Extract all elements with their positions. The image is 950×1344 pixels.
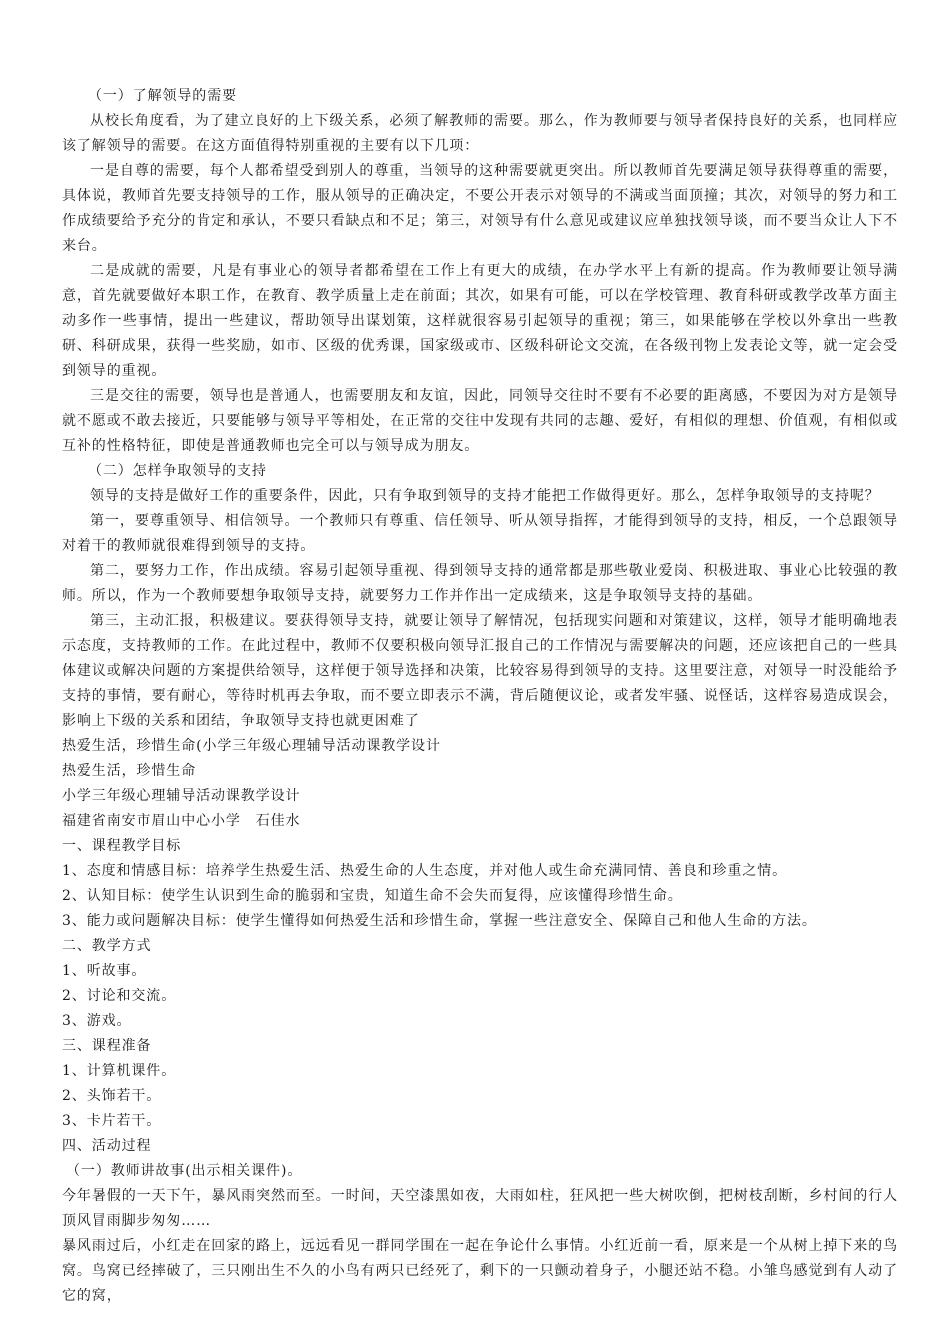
subsection-heading-story: （一）教师讲故事(出示相关课件)。	[66, 1163, 303, 1179]
list-item: 2、认知目标：使学生认识到生命的脆弱和宝贵，知道生命不会失而复得，应该懂得珍惜生命。	[62, 888, 683, 904]
paragraph: 第二，要努力工作，作出成绩。容易引起领导重视、得到领导支持的通常都是那些敬业爱岗、积极进取、事业心比较强的教师。所以，作为一个教师要想争取领导支持，就要努力工作并作出一定成绩来，这是争取领导支持的基础。	[62, 563, 898, 604]
paragraph: 三是交往的需要，领导也是普通人，也需要朋友和友谊，因此，同领导交往时不要有不必要的距离感，不要因为对方是领导就不愿或不敢去接近，只要能够与领导平等相处，在正常的交往中发现有共同的志趣、爱好，有相似的理想、价值观，有相似或互补的性格特征，即使是普通教师也完全可以与领导成为朋友。	[62, 388, 898, 454]
list-item: 1、计算机课件。	[62, 1063, 177, 1079]
paragraph: 第一，要尊重领导、相信领导。一个教师只有尊重、信任领导、听从领导指挥，才能得到领导的支持，相反，一个总跟领导对着干的教师就很难得到领导的支持。	[62, 513, 898, 554]
list-item: 1、听故事。	[62, 963, 147, 979]
list-item: 2、讨论和交流。	[62, 988, 177, 1004]
paragraph: 从校长角度看，为了建立良好的上下级关系，必须了解教师的需要。那么，作为教师要与领导者保持良好的关系，也同样应该了解领导的需要。在这方面值得特别重视的主要有以下几项：	[62, 113, 898, 154]
list-item: 3、卡片若干。	[62, 1113, 162, 1129]
story-paragraph: 今年暑假的一天下午，暴风雨突然而至。一时间，天空漆黑如夜，大雨如柱，狂风把一些大树吹倒，把树枝刮断，乡村间的行人顶风冒雨脚步匆匆……	[62, 1188, 898, 1229]
paragraph: 二是成就的需要，凡是有事业心的领导者都希望在工作上有更大的成绩，在办学水平上有新的提高。作为教师要让领导满意，首先就要做好本职工作，在教育、教学质量上走在前面；其次，如果有可能，可以在学校管理、教育科研或教学改革方面主动多作一些事情，提出一些建议，帮助领导出谋划策，这样就很容易引起领导的重视；第三，如果能够在学校以外拿出一些教研、科研成果，获得一些奖励，如市、区级的优秀课，国家级或市、区级科研论文交流，在各级刊物上发表论文等，就一定会受到领导的重视。	[62, 263, 898, 379]
section-heading-goals: 一、课程教学目标	[62, 838, 182, 854]
section-heading-preparation: 三、课程准备	[62, 1038, 152, 1054]
list-item: 2、头饰若干。	[62, 1088, 162, 1104]
list-item: 3、能力或问题解决目标：使学生懂得如何热爱生活和珍惜生命，掌握一些注意安全、保障自己和他人生命的方法。	[62, 913, 817, 929]
document-page	[62, 84, 898, 1309]
section-heading-understand-leaders: （一）了解领导的需要	[88, 88, 237, 104]
section-heading-methods: 二、教学方式	[62, 938, 152, 954]
story-paragraph: 暴风雨过后，小红走在回家的路上，远远看见一群同学围在一起在争论什么事情。小红近前一看，原来是一个从树上掉下来的鸟窝。鸟窝已经摔破了，三只刚出生不久的小鸟有两只已经死了，剩下的一只颤动着身子，小腿还站不稳。小雏鸟感觉到有人动了它的窝，	[62, 1238, 898, 1304]
author-line: 福建省南安市眉山中心小学 石佳水	[62, 813, 301, 829]
lesson-title: 热爱生活，珍惜生命	[62, 763, 197, 779]
list-item: 1、态度和情感目标：培养学生热爱生活、热爱生命的人生态度，并对他人或生命充满同情、善良和珍重之情。	[62, 863, 788, 879]
lesson-subtitle: 小学三年级心理辅导活动课教学设计	[62, 788, 301, 804]
paragraph: 第三，主动汇报，积极建议。要获得领导支持，就要让领导了解情况，包括现实问题和对策建议，这样，领导才能明确地表示态度，支持教师的工作。在此过程中，教师不仅要积极向领导汇报自己的工作情况与需要解决的问题，还应该把自己的一些具体建议或解决问题的方案提供给领导，这样便于领导选择和决策，比较容易得到领导的支持。这里要注意，对领导一时没能给予支持的事情，要有耐心，等待时机再去争取，而不要立即表示不满，背后随便议论，或者发牢骚、说怪话，这样容易造成误会，影响上下级的关系和团结，争取领导支持也就更困难了	[62, 613, 898, 729]
list-item: 3、游戏。	[62, 1013, 132, 1029]
paragraph: 一是自尊的需要，每个人都希望受到别人的尊重，当领导的这种需要就更突出。所以教师首先要满足领导获得尊重的需要，具体说，教师首先要支持领导的工作，服从领导的正确决定，不要公开表示对领导的不满或当面顶撞；其次，对领导的努力和工作成绩要给予充分的肯定和承认，不要只看缺点和不足；第三，对领导有什么意见或建议应单独找领导谈，而不要当众让人下不来台。	[62, 163, 898, 254]
lesson-title-line: 热爱生活，珍惜生命(小学三年级心理辅导活动课教学设计	[62, 738, 441, 754]
paragraph: 领导的支持是做好工作的重要条件，因此，只有争取到领导的支持才能把工作做得更好。那么，怎样争取领导的支持呢？	[90, 488, 880, 504]
section-heading-win-support: （二）怎样争取领导的支持	[88, 463, 267, 479]
section-heading-process: 四、活动过程	[62, 1138, 152, 1154]
